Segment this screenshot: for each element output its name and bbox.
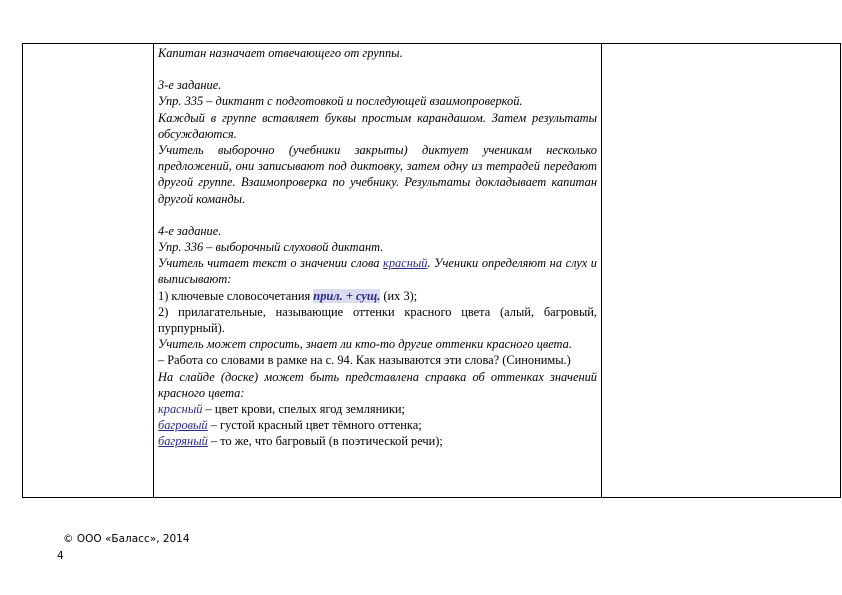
text-paragraph: Учитель может спросить, знает ли кто-то другие оттенки красного цвета. [158,337,572,352]
blank-line [158,61,597,77]
text-paragraph: Каждый в группе вставляет буквы простым карандашом. Затем результаты обсуждаются. [158,110,597,141]
cell-content [154,44,601,450]
definition-line [158,401,597,417]
definition-line [158,417,597,433]
text-paragraph: Учитель выборочно (учебники закрыты) диктует ученикам несколько предложений, они записывают под диктовку, затем одну из тетрадей передают другой группе. Взаимопроверка по учебнику. Результаты докладывает капитан другой команды. [158,143,597,206]
copyright-footer: © ООО «Баласс», 2014 [63,533,190,545]
definition-text: – цвет крови, спелых ягод земляники; [202,402,405,417]
definition-text: – то же, что багровый (в поэтической речи); [207,434,443,449]
page-number: 4 [57,550,64,562]
teacher-activity-cell [154,44,602,498]
defined-word: красный [158,402,203,417]
text-fragment: Учитель читает текст о значении слова [158,256,384,271]
keyword-krasny: красный [383,256,428,271]
list-item [158,288,597,304]
exercise-title: Упр. 336 – выборочный слуховой диктант. [158,240,384,255]
defined-word: багровый [158,418,208,433]
list-item: 2) прилагательные, называющие оттенки красного цвета (алый, багровый, пурпурный). [158,304,597,336]
definition-line [158,433,597,449]
table-row [23,44,841,498]
defined-word: багряный [158,434,208,449]
task-heading: 3-е задание. [158,78,222,93]
blank-line [158,207,597,223]
text-fragment: (их 3); [380,288,418,303]
lesson-table [22,43,841,498]
highlighted-term: прил. + сущ. [313,288,381,303]
exercise-title: Упр. 335 – диктант с подготовкой и последующей взаимопроверкой. [158,94,523,109]
text-fragment: 1) ключевые словосочетания [158,288,314,303]
text-paragraph [158,255,597,287]
definition-text: – густой красный цвет тёмного оттенка; [207,418,422,433]
text-fragment: . Ученики определяют на слух и выписывают: [158,256,598,287]
text-line: Капитан назначает отвечающего от группы. [158,46,403,60]
notes-cell [602,44,841,498]
text-paragraph: На слайде (доске) может быть представлена справка об оттенках значений красного цвета: [158,369,597,400]
stage-cell [23,44,154,498]
text-paragraph: – Работа со словами в рамке на с. 94. Как называются эти слова? (Синонимы.) [158,353,571,368]
task-heading: 4-е задание. [158,223,222,238]
